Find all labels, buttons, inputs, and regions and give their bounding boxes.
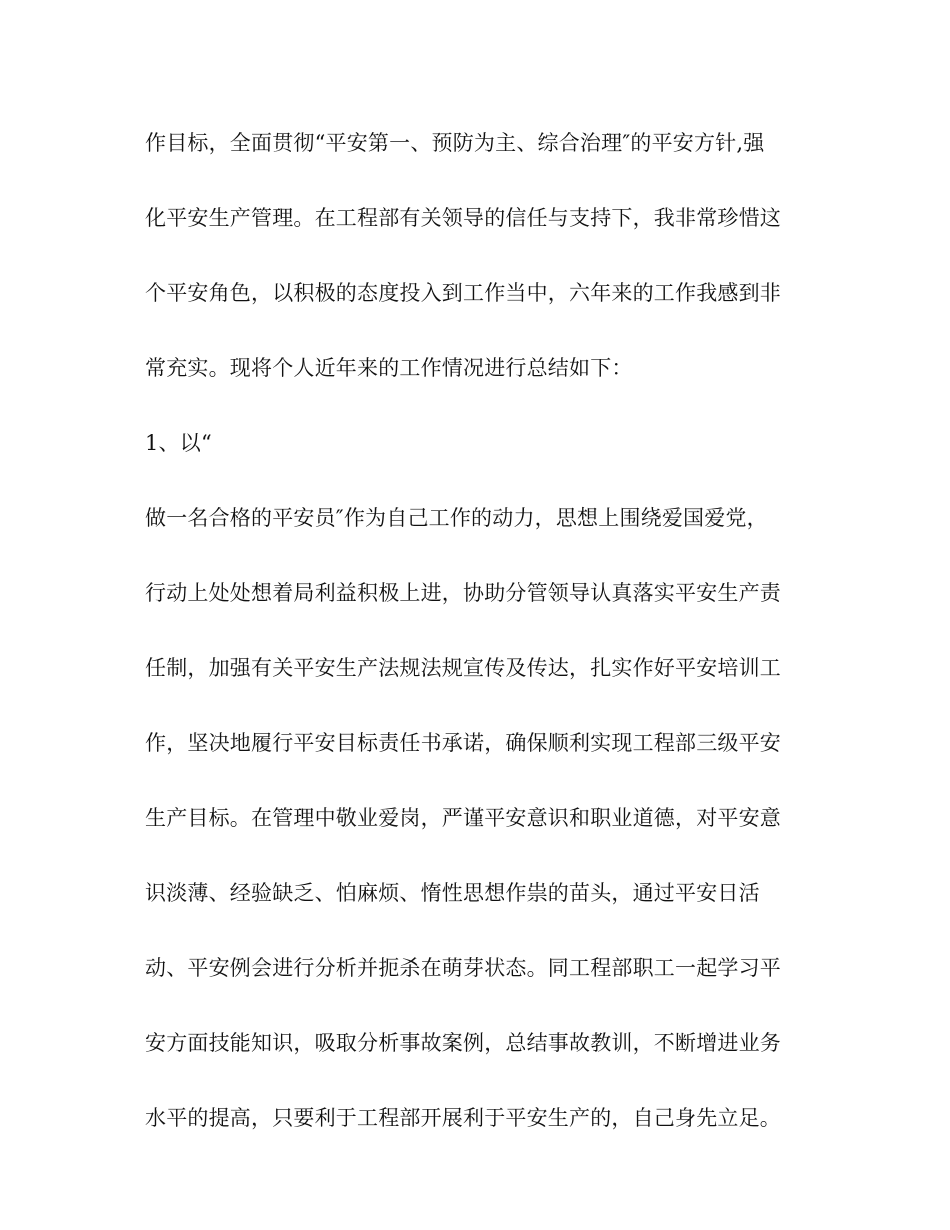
text-line: 识淡薄、经验缺乏、怕麻烦、惰性思想作祟的苗头，通过平安日活 [145, 881, 760, 905]
text-line: 常充实。现将个人近年来的工作情况进行总结如下： [145, 356, 633, 380]
text-line: 化平安生产管理。在工程部有关领导的信任与支持下，我非常珍惜这 [145, 206, 781, 230]
text-line: 作目标，全面贯彻“平安第一、预防为主、综合治理″的平安方针,强 [145, 131, 765, 155]
text-line: 动、平安例会进行分析并扼杀在萌芽状态。同工程部职工一起学习平 [145, 956, 781, 980]
text-line: 行动上处处想着局利益积极上进，协助分管领导认真落实平安生产责 [145, 581, 781, 605]
text-line: 做一名合格的平安员″作为自己工作的动力，思想上围绕爱国爱党， [145, 506, 768, 530]
text-line: 安方面技能知识，吸取分析事故案例，总结事故教训，不断增进业务 [145, 1031, 781, 1055]
text-line: 生产目标。在管理中敬业爱岗，严谨平安意识和职业道德，对平安意 [145, 806, 781, 830]
text-line: 作，坚决地履行平安目标责任书承诺，确保顺利实现工程部三级平安 [145, 731, 781, 755]
text-line: 任制，加强有关平安生产法规法规宣传及传达，扎实作好平安培训工 [145, 656, 781, 680]
list-item-number: 1、以“ [145, 431, 212, 455]
text-line: 个平安角色，以积极的态度投入到工作当中，六年来的工作我感到非 [145, 281, 781, 305]
text-line: 水平的提高，只要利于工程部开展利于平安生产的，自己身先立足。 [145, 1106, 781, 1130]
